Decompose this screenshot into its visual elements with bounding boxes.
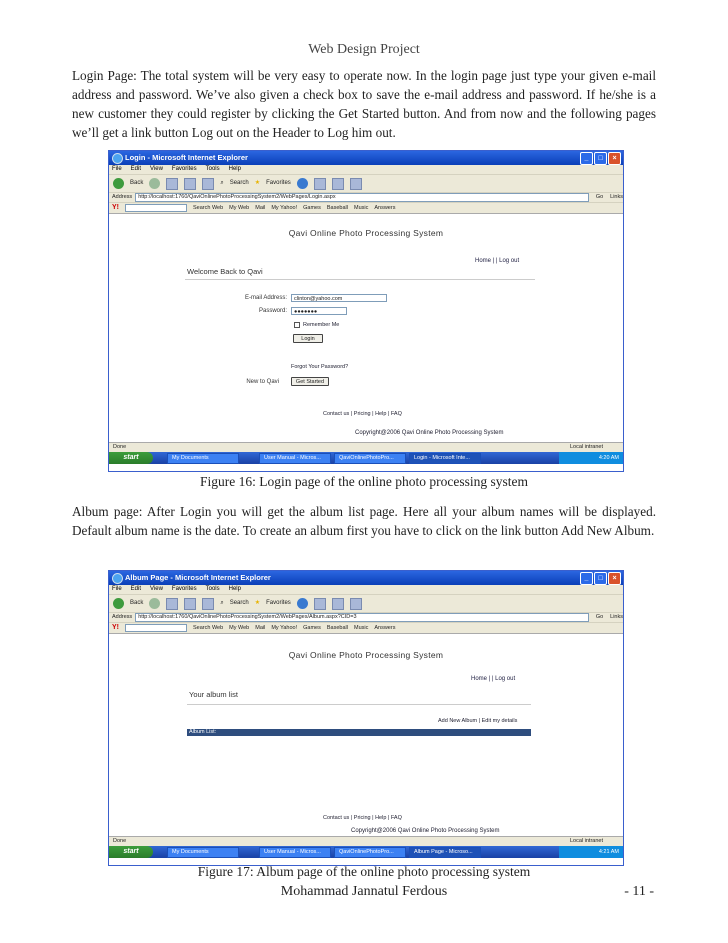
links-button[interactable]: Links [610, 194, 623, 200]
maximize-icon[interactable]: □ [594, 152, 607, 165]
address-label: Address [112, 614, 133, 620]
minimize-icon[interactable]: _ [580, 152, 593, 165]
address-input[interactable]: http://localhost:1760/QaviOnlinePhotoProcessingSystem2/WebPages/Album.aspx?CID=3 [135, 613, 589, 622]
task-album-window[interactable]: Album Page - Microso... [409, 847, 481, 858]
new-to-qavi-label: New to Qavi [246, 379, 279, 385]
task-my-documents[interactable]: My Documents [167, 847, 239, 858]
divider [185, 279, 535, 280]
copyright: Copyright@2006 Qavi Online Photo Processing System [351, 828, 500, 834]
favorites-icon[interactable]: ★ [254, 180, 261, 186]
favorites-button[interactable]: Favorites [266, 180, 291, 186]
login-page-paragraph: Login Page: The total system will be very easy to operate now. In the login page just type your given e-mail address and password. We’ve also given a check box to save the e-mail address and password. If he/she is a new customer they could register by clicking the Get Started button. And from now and the following pages we’ll get a link button Log out on the Header to Log him out. [72, 68, 656, 140]
password-field[interactable]: ●●●●●●● [291, 307, 347, 315]
page-content [109, 214, 623, 442]
menu-view[interactable]: View [150, 166, 163, 172]
album-screenshot [108, 570, 624, 866]
forward-icon[interactable] [149, 598, 160, 609]
address-label: Address [112, 194, 133, 200]
home-icon[interactable] [202, 178, 214, 190]
home-icon[interactable] [202, 598, 214, 610]
window-title: Login - Microsoft Internet Explorer [125, 153, 248, 162]
system-tray-clock: 4:20 AM [559, 452, 623, 464]
back-button[interactable]: Back [130, 180, 144, 186]
yahoo-toolbar [109, 623, 623, 634]
menu-help[interactable]: Help [228, 166, 241, 172]
email-field[interactable]: clinton@yahoo.com [291, 294, 387, 302]
menu-file[interactable]: File [112, 166, 122, 172]
print-icon[interactable] [332, 178, 344, 190]
footer-links[interactable]: Contact us | Pricing | Help | FAQ [323, 411, 402, 417]
status-text: Done [113, 444, 127, 450]
yahoo-games[interactable]: Games [303, 625, 321, 631]
stop-icon[interactable] [166, 178, 178, 190]
media-icon[interactable] [297, 178, 308, 189]
address-bar [109, 193, 623, 203]
yahoo-logo[interactable]: Y! [112, 624, 119, 631]
login-screenshot [108, 150, 624, 472]
divider [187, 704, 531, 705]
toolbar [109, 175, 623, 193]
yahoo-my-yahoo[interactable]: My Yahoo! [271, 625, 298, 631]
site-title: Qavi Online Photo Processing System [288, 228, 444, 238]
window-title: Album Page - Microsoft Internet Explorer [125, 573, 271, 582]
status-text: Done [113, 838, 127, 844]
address-input[interactable]: http://localhost:1760/QaviOnlinePhotoProcessingSystem2/WebPages/Login.aspx [135, 193, 589, 202]
menu-bar [109, 165, 623, 175]
status-bar [109, 442, 623, 452]
yahoo-music[interactable]: Music [353, 205, 369, 211]
header-nav[interactable]: Home | | Log out [471, 676, 516, 682]
album-list-bar: Album List: [187, 729, 531, 736]
yahoo-baseball[interactable]: Baseball [326, 625, 348, 631]
search-icon[interactable]: ⌕ [220, 600, 224, 606]
close-icon[interactable]: × [608, 572, 621, 585]
album-page-paragraph: Album page: After Login you will get the album list page. Here all your album names will be displayed. Default album name is the date. To create an album first you have to click on the link button Add New Album. [72, 504, 656, 538]
task-user-manual[interactable]: User Manual - Micros... [259, 453, 331, 464]
menu-help[interactable]: Help [228, 586, 241, 592]
menu-tools[interactable]: Tools [205, 166, 220, 172]
status-bar [109, 836, 623, 846]
menu-view[interactable]: View [150, 586, 163, 592]
login-button[interactable]: Login [293, 334, 323, 343]
yahoo-baseball[interactable]: Baseball [326, 205, 348, 211]
yahoo-logo[interactable]: Y! [112, 204, 119, 211]
password-label: Password: [258, 308, 287, 314]
yahoo-search-web[interactable]: Search Web [193, 625, 224, 631]
yahoo-search-input[interactable] [125, 204, 187, 212]
task-qavi-project[interactable]: QaviOnlinePhotoPro... [334, 847, 406, 858]
mail-icon[interactable] [314, 178, 326, 190]
copyright: Copyright@2006 Qavi Online Photo Processing System [355, 430, 504, 436]
menu-favorites[interactable]: Favorites [171, 166, 197, 172]
page-number: - 11 - [624, 884, 654, 899]
zone-text: Local intranet [569, 444, 603, 450]
ie-icon [112, 573, 123, 584]
stop-icon[interactable] [166, 598, 178, 610]
favorites-icon[interactable]: ★ [254, 600, 261, 606]
page-header: Web Design Project [308, 42, 420, 57]
edit-icon[interactable] [350, 598, 362, 610]
yahoo-search-input[interactable] [125, 624, 187, 632]
yahoo-games[interactable]: Games [303, 205, 321, 211]
yahoo-my-web[interactable]: My Web [229, 625, 250, 631]
title-bar [109, 151, 623, 165]
yahoo-search-web[interactable]: Search Web [193, 205, 224, 211]
start-button[interactable]: start [109, 452, 153, 464]
forgot-password-link[interactable]: Forgot Your Password? [291, 364, 349, 370]
footer-links[interactable]: Contact us | Pricing | Help | FAQ [323, 815, 402, 821]
forward-icon[interactable] [149, 178, 160, 189]
menu-edit[interactable]: Edit [130, 586, 142, 592]
menu-favorites[interactable]: Favorites [171, 586, 197, 592]
close-icon[interactable]: × [608, 152, 621, 165]
task-login-window[interactable]: Login - Microsoft Inte... [409, 453, 481, 464]
maximize-icon[interactable]: □ [594, 572, 607, 585]
refresh-icon[interactable] [184, 598, 196, 610]
remember-checkbox[interactable] [294, 322, 300, 328]
zone-text: Local intranet [569, 838, 603, 844]
site-title: Qavi Online Photo Processing System [288, 650, 444, 660]
back-icon[interactable] [113, 598, 124, 609]
author-footer: Mohammad Jannatul Ferdous [280, 884, 448, 899]
minimize-icon[interactable]: _ [580, 572, 593, 585]
album-actions[interactable]: Add New Album | Edit my details [438, 718, 518, 724]
page-content [109, 634, 623, 836]
search-button[interactable]: Search [229, 600, 249, 606]
yahoo-music[interactable]: Music [353, 625, 369, 631]
ie-icon [112, 153, 123, 164]
yahoo-mail[interactable]: Mail [255, 625, 266, 631]
taskbar [109, 846, 623, 858]
print-icon[interactable] [332, 598, 344, 610]
go-button[interactable]: Go [595, 614, 604, 620]
system-tray-clock: 4:21 AM [559, 846, 623, 858]
menu-bar [109, 585, 623, 595]
title-bar [109, 571, 623, 585]
yahoo-my-yahoo[interactable]: My Yahoo! [271, 205, 298, 211]
yahoo-toolbar [109, 203, 623, 214]
search-button[interactable]: Search [229, 180, 249, 186]
back-button[interactable]: Back [130, 600, 144, 606]
menu-file[interactable]: File [112, 586, 122, 592]
links-button[interactable]: Links [610, 614, 623, 620]
header-nav[interactable]: Home | | Log out [475, 258, 520, 264]
yahoo-my-web[interactable]: My Web [229, 205, 250, 211]
email-label: E-mail Address: [244, 295, 287, 301]
album-list-heading: Your album list [189, 690, 238, 699]
media-icon[interactable] [297, 598, 308, 609]
search-icon[interactable]: ⌕ [220, 180, 224, 186]
toolbar [109, 595, 623, 613]
refresh-icon[interactable] [184, 178, 196, 190]
task-my-documents[interactable]: My Documents [167, 453, 239, 464]
back-icon[interactable] [113, 178, 124, 189]
address-bar [109, 613, 623, 623]
favorites-button[interactable]: Favorites [266, 600, 291, 606]
figure17-caption: Figure 17: Album page of the online photo processing system [197, 864, 531, 879]
menu-tools[interactable]: Tools [205, 586, 220, 592]
taskbar [109, 452, 623, 464]
yahoo-answers[interactable]: Answers [374, 205, 396, 211]
menu-edit[interactable]: Edit [130, 166, 142, 172]
edit-icon[interactable] [350, 178, 362, 190]
get-started-button[interactable]: Get Started [291, 377, 329, 386]
start-button[interactable]: start [109, 846, 153, 858]
task-user-manual[interactable]: User Manual - Micros... [259, 847, 331, 858]
mail-icon[interactable] [314, 598, 326, 610]
task-qavi-project[interactable]: QaviOnlinePhotoPro... [334, 453, 406, 464]
go-button[interactable]: Go [595, 194, 604, 200]
welcome-heading: Welcome Back to Qavi [187, 267, 263, 276]
remember-label: Remember Me [303, 322, 340, 328]
yahoo-answers[interactable]: Answers [374, 625, 396, 631]
figure16-caption: Figure 16: Login page of the online photo processing system [199, 474, 529, 489]
yahoo-mail[interactable]: Mail [255, 205, 266, 211]
